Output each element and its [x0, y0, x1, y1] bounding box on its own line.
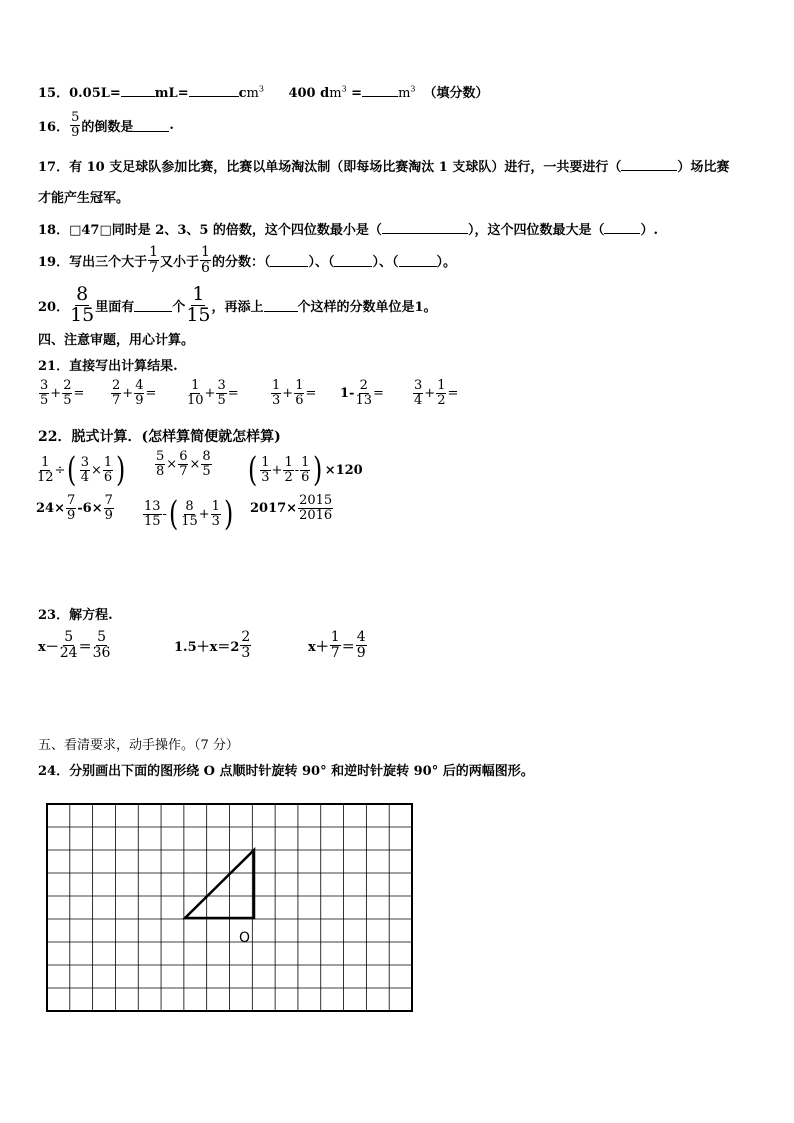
question-20: 20． $\frac{8}{15}$ 里面有 个 $\frac{1}{15}$ ，再添上 个这样的分数单位是1。 [38, 283, 437, 326]
question-18: 18．□47□同时是 2、3、5 的倍数，这个四位数最小是（ ），这个四位数最大是（ ）. [38, 223, 658, 238]
point-o-label: O [239, 930, 251, 946]
q22-expression-6: 2017× $\frac{2015}{2016}$ [250, 493, 333, 523]
q23-equation-3: x＋ $\frac{1}{7}$ ＝ $\frac{4}{9}$ [308, 629, 366, 661]
q21-item: $\frac{3}{5}$ + $\frac{2}{5}$ = [40, 378, 85, 408]
q23-equation-1: x－ $\frac{5}{24}$ ＝ $\frac{5}{36}$ [38, 629, 111, 661]
q22-expression-2: $\frac{5}{8}$ × $\frac{6}{7}$ × $\frac{8}{5}$ [156, 449, 211, 479]
question-22-title: 22．脱式计算．(怎样算简便就怎样算) [38, 429, 281, 445]
question-16: 16． $\frac{5}{9}$ 的倒数是 . [38, 110, 174, 140]
q22-expression-4: 24× $\frac{7}{9}$ -6× $\frac{7}{9}$ [36, 493, 113, 523]
q22-expression-1: $\frac{1}{12}$ ÷ ( $\frac{3}{4}$ × $\frac{1}{6}$ ) [36, 450, 127, 490]
question-17: 17．有 10 支足球队参加比赛，比赛以单场淘汰制（即每场比赛淘汰 1 支球队）进行，一共要进行（ ）场比赛 [38, 160, 730, 175]
q21-item: $\frac{1}{10}$ + $\frac{3}{5}$ = [187, 378, 239, 408]
rotation-grid [46, 803, 416, 1015]
q21-item: $\frac{2}{7}$ + $\frac{4}{9}$ = [112, 378, 157, 408]
q22-expression-3: ( $\frac{1}{3}$ + $\frac{1}{2}$ - $\frac{1}{6}$ ) ×120 [246, 450, 363, 490]
section-5-heading: 五、看清要求，动手操作。（7 分） [38, 738, 239, 753]
q21-item: $\frac{3}{4}$ + $\frac{1}{2}$ = [414, 378, 459, 408]
q23-equation-2: 1.5＋x＝2 $\frac{2}{3}$ [174, 629, 251, 661]
question-21-title: 21．直接写出计算结果. [38, 359, 178, 374]
section-4-heading: 四、注意审题，用心计算。 [38, 333, 195, 348]
question-15: 15．$0.05L= mL= cm^3$ 400 $dm^3 = m^3$ （填分数） [38, 84, 489, 101]
q22-expression-5: $\frac{13}{15}$ - ( $\frac{8}{15}$ + $\frac{1}{3}$ ) [142, 494, 235, 534]
question-17-line2: 才能产生冠军。 [38, 191, 130, 206]
triangle-shape [185, 850, 254, 918]
fraction: $\frac{5}{9}$ [71, 110, 80, 140]
q21-item: 1- $\frac{2}{13}$ = [340, 378, 384, 408]
question-24-title: 24．分别画出下面的图形绕 O 点顺时针旋转 90° 和逆时针旋转 90° 后的两幅图形。 [38, 764, 534, 779]
question-23-title: 23．解方程. [38, 608, 113, 623]
q21-item: $\frac{1}{3}$ + $\frac{1}{6}$ = [272, 378, 317, 408]
question-19: 19．写出三个大于 $\frac{1}{7}$ 又小于 $\frac{1}{6}$ 的分数：（ ）、（ ）、（ ）。 [38, 244, 457, 276]
